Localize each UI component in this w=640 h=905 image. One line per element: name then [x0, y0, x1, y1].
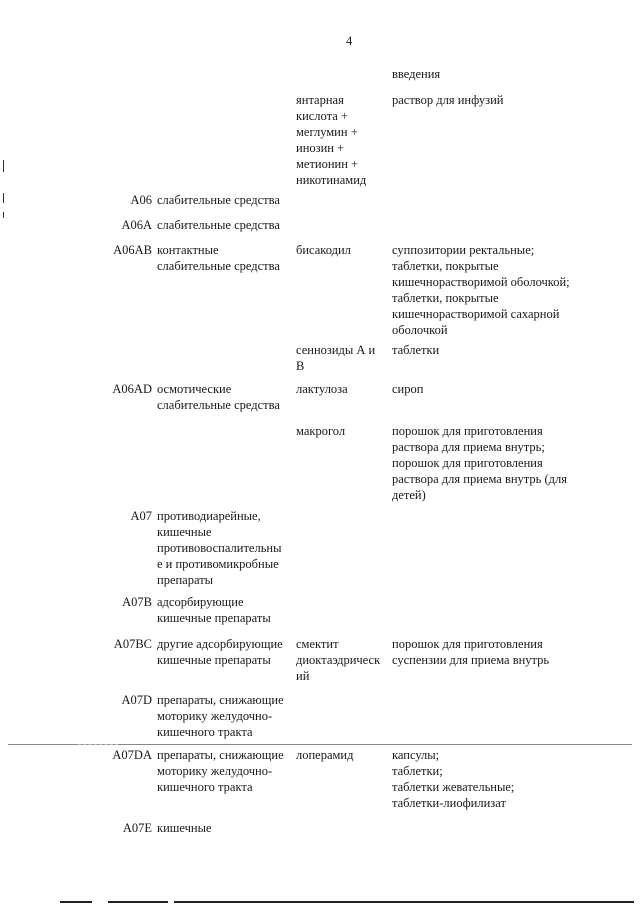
active-substance-cell — [296, 381, 388, 397]
group-name-line: кишечного тракта — [157, 780, 253, 794]
atc-code-cell: A07DA — [112, 748, 152, 762]
dosage-forms-line: кишечнорастворимой оболочкой; — [392, 275, 570, 289]
dosage-forms-cell — [392, 747, 592, 811]
active-substance-line: никотинамид — [296, 173, 367, 187]
group-name-line: кишечные препараты — [157, 653, 271, 667]
dosage-forms-cell — [392, 381, 592, 397]
dosage-forms-line: введения — [392, 67, 441, 81]
footer-line — [108, 901, 168, 903]
footer-line — [174, 901, 634, 903]
active-substance-cell — [296, 342, 388, 374]
group-name-line: препараты, снижающие — [157, 693, 284, 707]
active-substance-line: метионин + — [296, 157, 359, 171]
group-name-line: другие адсорбирующие — [157, 637, 283, 651]
active-substance-cell — [296, 242, 388, 258]
atc-code-cell: A07 — [130, 509, 152, 523]
active-substance-line: бисакодил — [296, 243, 351, 257]
group-name-line: кишечные — [157, 821, 212, 835]
group-name-line: противодиарейные, — [157, 509, 261, 523]
dosage-forms-line: кишечнорастворимой сахарной — [392, 307, 560, 321]
group-name-cell — [157, 692, 289, 740]
margin-mark — [3, 193, 4, 203]
atc-code-cell: A06 — [130, 193, 152, 207]
horizontal-rule — [8, 744, 632, 745]
active-substance-line: инозин + — [296, 141, 345, 155]
dosage-forms-cell — [392, 66, 592, 82]
group-name-line: препараты — [157, 573, 214, 587]
dosage-forms-line: таблетки-лиофилизат — [392, 796, 506, 810]
dosage-forms-line: порошок для приготовления — [392, 424, 543, 438]
group-name-line: кишечного тракта — [157, 725, 253, 739]
footer-line — [60, 901, 92, 903]
group-name-cell — [157, 242, 289, 274]
group-name-line: слабительные средства — [157, 193, 280, 207]
group-name-cell — [157, 820, 289, 836]
group-name-line: осмотические — [157, 382, 232, 396]
group-name-line: противовоспалительны — [157, 541, 282, 555]
dosage-forms-cell — [392, 242, 592, 338]
active-substance-line: кислота + — [296, 109, 348, 123]
group-name-cell — [157, 381, 289, 413]
dosage-forms-line: раствор для инфузий — [392, 93, 504, 107]
dosage-forms-line: детей) — [392, 488, 426, 502]
active-substance-line: В — [296, 359, 305, 373]
dosage-forms-line: раствора для приема внутрь (для — [392, 472, 567, 486]
atc-code-cell: A06AD — [112, 382, 152, 396]
group-name-line: моторику желудочно- — [157, 764, 273, 778]
atc-code-cell: A06A — [121, 218, 152, 232]
active-substance-line: макрогол — [296, 424, 346, 438]
dosage-forms-line: суспензии для приема внутрь — [392, 653, 550, 667]
dosage-forms-line: таблетки жевательные; — [392, 780, 515, 794]
active-substance-cell — [296, 636, 388, 684]
group-name-line: моторику желудочно- — [157, 709, 273, 723]
dosage-forms-line: таблетки — [392, 343, 440, 357]
group-name-line: е и противомикробные — [157, 557, 279, 571]
group-name-cell — [157, 217, 289, 233]
dosage-forms-cell — [392, 92, 592, 108]
active-substance-line: ий — [296, 669, 310, 683]
active-substance-line: меглумин + — [296, 125, 358, 139]
active-substance-cell — [296, 92, 388, 188]
margin-mark — [3, 212, 4, 218]
group-name-line: слабительные средства — [157, 259, 280, 273]
group-name-line: кишечные — [157, 525, 212, 539]
group-name-cell — [157, 747, 289, 795]
group-name-line: контактные — [157, 243, 219, 257]
dosage-forms-line: порошок для приготовления — [392, 637, 543, 651]
atc-code-cell: A06AB — [113, 243, 152, 257]
dosage-forms-line: капсулы; — [392, 748, 440, 762]
dosage-forms-line: суппозитории ректальные; — [392, 243, 535, 257]
atc-code-cell: A07BC — [113, 637, 152, 651]
active-substance-line: смектит — [296, 637, 339, 651]
group-name-cell — [157, 508, 289, 588]
dosage-forms-cell — [392, 423, 592, 503]
active-substance-line: янтарная — [296, 93, 344, 107]
margin-mark — [3, 160, 4, 172]
dosage-forms-cell — [392, 636, 592, 668]
dosage-forms-line: таблетки; — [392, 764, 443, 778]
atc-code-cell: A07D — [121, 693, 152, 707]
active-substance-cell — [296, 423, 388, 439]
group-name-cell — [157, 636, 289, 668]
group-name-cell — [157, 594, 289, 626]
group-name-cell — [157, 192, 289, 208]
group-name-line: препараты, снижающие — [157, 748, 284, 762]
dosage-forms-line: сироп — [392, 382, 424, 396]
active-substance-cell — [296, 747, 388, 763]
dosage-forms-line: порошок для приготовления — [392, 456, 543, 470]
atc-code-cell: A07E — [122, 821, 152, 835]
active-substance-line: сеннозиды А и — [296, 343, 376, 357]
active-substance-line: лоперамид — [296, 748, 354, 762]
dosage-forms-line: оболочкой — [392, 323, 448, 337]
page-number: 4 — [346, 34, 353, 48]
dosage-forms-line: таблетки, покрытые — [392, 259, 499, 273]
dosage-forms-cell — [392, 342, 592, 358]
atc-code-cell: A07B — [122, 595, 152, 609]
active-substance-line: лактулоза — [296, 382, 348, 396]
group-name-line: адсорбирующие — [157, 595, 244, 609]
group-name-line: слабительные средства — [157, 218, 280, 232]
active-substance-line: диоктаэдрическ — [296, 653, 381, 667]
dosage-forms-line: раствора для приема внутрь; — [392, 440, 545, 454]
dosage-forms-line: таблетки, покрытые — [392, 291, 499, 305]
group-name-line: слабительные средства — [157, 398, 280, 412]
group-name-line: кишечные препараты — [157, 611, 271, 625]
